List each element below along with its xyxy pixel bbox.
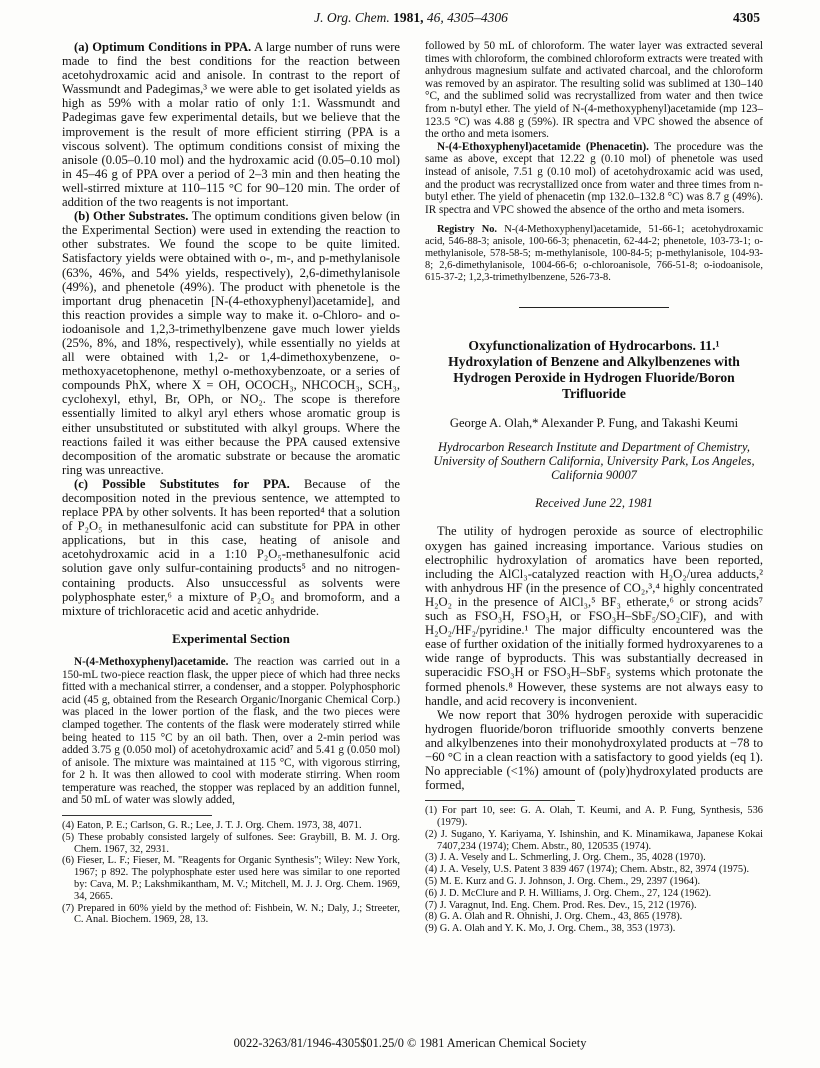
article-affiliation: Hydrocarbon Research Institute and Department of Chemistry, University of Southern California, University Park, Los Angeles, California 90007 — [433, 440, 755, 483]
experimental-text: The reaction was carried out in a 150-mL two-piece reaction flask, the upper piece of which had three necks fitted with a mechanical stirrer, a condenser, and a stopper. Polyphosphoric acid (45 g, obtained from the Research Organic/Inorganic Chemical Corp.) was placed in the lower portion of the flask, and the two pieces were clamped together. The contents of the flask were moderately stirred while being heated to 115 °C by an oil bath. Then, over a 2-min period was added 3.75 g (0.050 mol) of acetohydroxamic acid⁷ and 5.41 g (0.050 mol) of anisole. The mixture was maintained at 115 °C, with vigorous stirring, for 2 h. It was then allowed to cool with moderate stirring. When room temperature was reached, the stopper was replaced by an addition funnel, and 50 mL of water was slowly added, — [62, 655, 400, 807]
footnote: (3) J. A. Vesely and L. Schmerling, J. Org. Chem., 35, 4028 (1970). — [425, 852, 706, 864]
footnote: (9) G. A. Olah and Y. K. Mo, J. Org. Chem., 38, 353 (1973). — [425, 923, 676, 935]
section-a-text: A large number of runs were made to find the best conditions for the reaction between acetohydroxamic acid and anisole. In contrast to the report of Wassmundt and Padegimas,³ we were able to get isolated yields as high as 59% with a molar ratio of only 1:1. Wassmundt and Padegimas gave few experimental details, but we believe that the improvement is the result of more efficient stirring (PPA is a viscous solvent). The optimum conditions consist of mixing the anisole (0.05–0.10 mol) and the hydroxamic acid (0.05–0.10 mol) in 45–46 g of PPA over a period of 2–3 min and then heating the well-stirred mixture at 110–115 °C for 90–120 min. The order of addition of the two reagents is not important. — [62, 40, 400, 210]
footnote: (1) For part 10, see: G. A. Olah, T. Keumi, and A. P. Fung, Synthesis, 536 (1979). — [425, 805, 763, 829]
journal-pages: 4305–4306 — [447, 10, 508, 25]
footnote: (4) J. A. Vesely, U.S. Patent 3 839 467 (1974); Chem. Abstr., 82, 3974 (1975). — [425, 864, 750, 876]
right-column — [425, 40, 763, 935]
footnote: (4) Eaton, P. E.; Carlson, G. R.; Lee, J. T. J. Org. Chem. 1973, 38, 4071. — [62, 820, 362, 832]
section-a-label: (a) Optimum Conditions in PPA. — [74, 40, 252, 54]
section-b-label: (b) Other Substrates. — [74, 209, 189, 224]
footnote: (8) G. A. Olah and R. Ohnishi, J. Org. Chem., 43, 865 (1978). — [425, 911, 683, 923]
journal-name: J. Org. Chem. — [314, 10, 390, 25]
article-title: Oxyfunctionalization of Hydrocarbons. 11.¹ Hydroxylation of Benzene and Alkylbenzenes with Hydrogen Peroxide in Hydrogen Fluoride/Boron Trifluoride — [448, 338, 740, 402]
article-divider — [519, 307, 669, 308]
journal-year: 1981, — [393, 10, 424, 25]
footnote: (7) Prepared in 60% yield by the method of: Fishbein, W. N.; Daly, J.; Streeter, C. Anal. Biochem. 1969, 28, 13. — [62, 902, 400, 926]
intro-paragraph-2: We now report that 30% hydrogen peroxide with superacidic hydrogen fluoride/boron trifluoride smoothly converts benzene and alkylbenzenes into their monohydroxylated products at −78 to −60 °C in a clean reaction with a satisfactory to good yields (eq 1). No appreciable (<1%) amount of (poly)hydroxylated products are formed, — [425, 707, 763, 793]
phenacetin-label: N-(4-Ethoxyphenyl)acetamide (Phenacetin). — [437, 140, 649, 153]
experimental-heading: Experimental Section — [172, 631, 290, 646]
running-head — [62, 10, 760, 30]
section-c-text: Because of the decomposition noted in the previous sentence, we attempted to replace PPA by other solvents. It has been reported⁴ that a solution of P₂O₅ in methanesulfonic acid can substitute for PPA in other applications, but in this case, heating of anisole and acetohydroxamic acid in a 1:10 P₂O₅-methanesulfonic acid solution gave only sulfur-containing products⁵ and no nitrogen-containing products. Also unsuccessful as solvents were polyphosphate ester,⁶ a mixture of P₂O₅ and bromoform, and a mixture of trichloracetic acid and acetic anhydride. — [62, 476, 401, 618]
copyright-footer: 0022-3263/81/1946-4305$01.25/0 © 1981 American Chemical Society — [233, 1036, 587, 1050]
left-footnotes — [62, 820, 400, 926]
footnote: (5) These probably consisted largely of sulfones. See: Graybill, B. M. J. Org. Chem. 1967, 32, 2931. — [62, 831, 400, 855]
experimental-label: N-(4-Methoxyphenyl)acetamide. — [74, 655, 229, 668]
section-b-paragraph — [62, 209, 400, 477]
experimental-paragraph — [62, 656, 400, 807]
intro-paragraph-1: The utility of hydrogen peroxide as source of electrophilic oxygen has gained increasing importance. Various studies on electrophilic hydroxylation of aromatics have been reported, including the AlCl₃-catalyzed reaction with H₂O₂/urea adducts,² with anhydrous HF (in the presence of CO₂,³,⁴ highly concentrated H₂O₂ in the presence of AlCl₃,⁵ BF₃ etherate,⁶ or strong acids⁷ such as FSO₃H, FSO₃H, or FSO₃H–SbF₅/SO₂ClF), and with H₂O₂/HF₂/pyridine.¹ The major difficulty encountered was the ease of further oxidation of the initially formed hydroxyarenes to a wide range of byproducts. This was substantially decreased in superacidic FSO₃H or FSO₃H–SbF₅ systems which protonate the formed phenols.⁸ However, these systems are not always easy to handle, and acid recovery is inconvenient. — [425, 524, 763, 708]
journal-volume: 46, — [426, 10, 444, 25]
footnote: (7) J. Varagnut, Ind. Eng. Chem. Prod. Res. Dev., 15, 212 (1976). — [425, 899, 697, 911]
article-authors: George A. Olah,* Alexander P. Fung, and Takashi Keumi — [449, 416, 739, 431]
right-footnotes — [425, 805, 763, 935]
section-b-text: The optimum conditions given below (in the Experimental Section) were used in extending the reaction to other substrates. We found the scope to be quite limited. Satisfactory yields were obtained with o-, m-, and p-methylanisole (63%, 46%, and 54% yields, respectively), 2,6-dimethylanisole (49%), and phenetole (49%). The product with phenetole is the important drug phenacetin [N-(4-ethoxyphenyl)acetamide], and this reaction provides a simple way to make it. o-Chloro- and o-iodoanisole and 1,2,3-trimethylbenzene gave much lower yields (25%, 8%, and 18%, respectively), while essentially no yields at all were obtained with 1,2- or 1,4-dimethoxybenzene, o-methoxyacetophenone, methyl o-methoxybenzoate, or a series of compounds PhX, where X = OH, OCOCH₃, NHCOCH₃, SCH₃, cyclohexyl, ethyl, Br, OPh, or NO₂. The scope is therefore essentially limited to alkyl aryl ethers whose aromatic group is either unsubstituted or substituted with alkyl groups. Where the reactions failed it was either because the PPA caused extensive decomposition of the aromatic substrate or because the aromatic ring was unreactive. — [62, 209, 400, 477]
phenacetin-paragraph — [425, 141, 763, 217]
footnote: (6) Fieser, L. F.; Fieser, M. "Reagents for Organic Synthesis"; Wiley: New York, 1967; p 892. The polyphosphate ester used here was similar to one reported by: Cava, M. P.; Lakshmikantham, M. V.; Mitchell, M. J. J. Org. Chem. 1969, 34, 2665. — [62, 855, 400, 902]
footnote-divider — [425, 800, 575, 801]
left-column — [62, 40, 400, 926]
section-c-paragraph — [62, 477, 400, 618]
registry-label: Registry No. — [437, 224, 498, 236]
footnote: (2) J. Sugano, Y. Kariyama, Y. Ishinshin, and K. Minamikawa, Japanese Kokai 7407,234 (1974); Chem. Abstr., 80, 120535 (1974). — [425, 828, 763, 852]
registry-paragraph — [425, 224, 763, 283]
received-date: Received June 22, 1981 — [535, 496, 653, 511]
section-a-paragraph — [62, 40, 400, 209]
footnote-divider — [62, 815, 212, 816]
footnote: (5) M. E. Kurz and G. J. Johnson, J. Org. Chem., 29, 2397 (1964). — [425, 876, 701, 888]
experimental-continued: followed by 50 mL of chloroform. The water layer was extracted several times with chloroform, the combined chloroform extracts were treated with anhydrous magnesium sulfate and activated charcoal, and the chloroform was removed by an aspirator. The resulting solid was sublimed at 130–140 °C, and the sublimed solid was recrystallized from water and then twice from n-butyl ether. The yield of N-(4-methoxyphenyl)acetamide (mp 123–123.5 °C) was 4.88 g (59%). IR spectra and VPC showed the absence of the ortho and meta isomers. — [425, 40, 763, 141]
page-number: 4305 — [733, 10, 760, 25]
footnote: (6) J. D. McClure and P. H. Williams, J. Org. Chem., 27, 124 (1962). — [425, 887, 712, 899]
phenacetin-text: The procedure was the same as above, except that 12.22 g (0.10 mol) of phenetole was used instead of anisole, 7.51 g (0.10 mol) of acetohydroxamic acid was used, and the product was recrystallized once from water and three times from n-butyl ether. The yield of phenacetin (mp 132.0–132.8 °C) was 8.7 g (49%). IR spectra and VPC showed the absence of the ortho and meta isomers. — [425, 140, 763, 216]
registry-text: N-(4-Methoxyphenyl)acetamide, 51-66-1; acetohydroxamic acid, 546-88-3; anisole, 100-66-3; phenacetin, 62-44-2; phenetole, 103-73-1; o-methylanisole, 578-58-5; m-methylanisole, 100-84-5; p-methylanisole, 104-93-8; 2,6-dimethylanisole, 1004-66-6; o-chloroanisole, 766-51-8; o-iodoanisole, 615-37-2; 1,2,3-trimethylbenzene, 526-73-8. — [425, 224, 764, 283]
journal-citation — [62, 10, 760, 26]
section-c-label: (c) Possible Substitutes for PPA. — [74, 476, 290, 491]
